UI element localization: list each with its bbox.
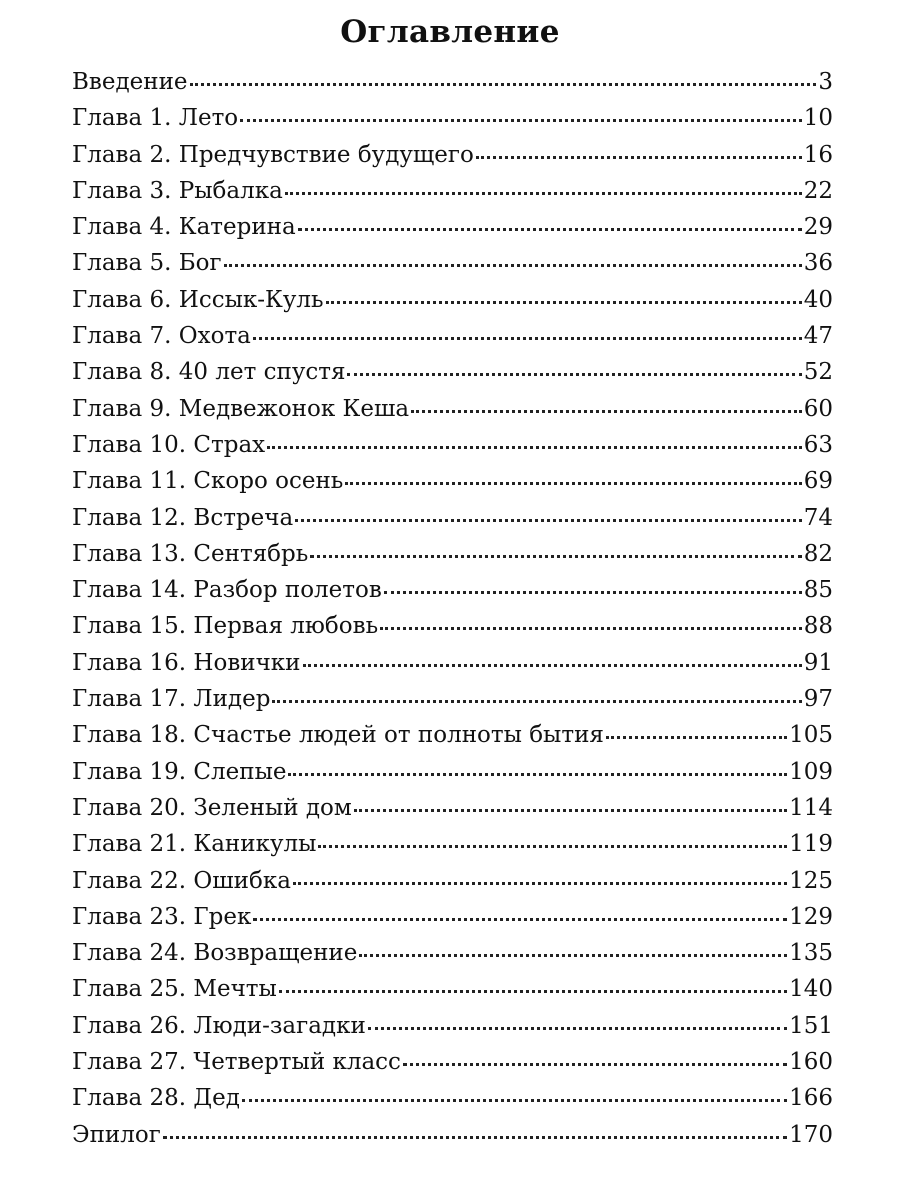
toc-entry-label: Глава 10. Страх bbox=[72, 431, 266, 458]
toc-entry bbox=[72, 209, 833, 245]
toc-entry-page-number: 52 bbox=[803, 359, 833, 386]
toc-dot-leader bbox=[359, 954, 787, 957]
toc-entry bbox=[72, 318, 833, 354]
toc-entry bbox=[72, 572, 833, 608]
toc-dot-leader bbox=[380, 627, 802, 630]
toc-entry-page-number: 85 bbox=[803, 577, 833, 604]
toc-entry-page-number: 36 bbox=[803, 250, 833, 277]
toc-entry-label: Глава 6. Иссык-Куль bbox=[72, 286, 324, 313]
toc-entry bbox=[72, 354, 833, 390]
toc-entry-label: Глава 13. Сентябрь bbox=[72, 540, 309, 567]
toc-entry bbox=[72, 935, 833, 971]
toc-entry-page-number: 3 bbox=[818, 69, 833, 95]
toc-entry bbox=[72, 608, 833, 644]
toc-dot-leader bbox=[606, 736, 787, 739]
toc-dot-leader bbox=[285, 192, 802, 195]
toc-entry-label: Глава 26. Люди-загадки bbox=[72, 1012, 366, 1039]
toc-dot-leader bbox=[272, 700, 801, 703]
toc-dot-leader bbox=[253, 918, 787, 921]
toc-entry bbox=[72, 681, 833, 717]
toc-entry-page-number: 63 bbox=[803, 431, 833, 458]
toc-entry-label: Глава 14. Разбор полетов bbox=[72, 577, 382, 604]
toc-dot-leader bbox=[345, 482, 801, 485]
toc-entry-label: Глава 8. 40 лет спустя bbox=[72, 359, 346, 386]
toc-entry-page-number: 105 bbox=[789, 722, 833, 749]
toc-dot-leader bbox=[354, 809, 787, 812]
toc-entry-label: Глава 23. Грек bbox=[72, 903, 252, 930]
toc-dot-leader bbox=[384, 591, 802, 594]
toc-entry bbox=[72, 1008, 833, 1044]
toc-entry-page-number: 40 bbox=[803, 286, 833, 313]
toc-entry-page-number: 47 bbox=[803, 323, 833, 350]
toc-dot-leader bbox=[242, 1099, 787, 1102]
toc-entry-label: Глава 15. Первая любовь bbox=[72, 613, 379, 640]
toc-entry bbox=[72, 282, 833, 318]
toc-entry-label: Глава 5. Бог bbox=[72, 250, 222, 277]
toc-dot-leader bbox=[326, 301, 802, 304]
toc-dot-leader bbox=[190, 83, 817, 86]
toc-dot-leader bbox=[163, 1136, 787, 1139]
toc-entry bbox=[72, 645, 833, 681]
toc-entry bbox=[72, 463, 833, 499]
toc-entry-label: Глава 3. Рыбалка bbox=[72, 177, 283, 204]
toc-entry-label: Глава 7. Охота bbox=[72, 323, 251, 350]
toc-entry-page-number: 135 bbox=[789, 940, 833, 967]
toc-entry-label: Глава 18. Счастье людей от полноты бытия bbox=[72, 722, 604, 749]
toc-entry-page-number: 74 bbox=[803, 504, 833, 531]
toc-entry bbox=[72, 717, 833, 753]
toc-entry bbox=[72, 790, 833, 826]
toc-dot-leader bbox=[411, 410, 802, 413]
toc-entry-label: Введение bbox=[72, 69, 188, 95]
toc-dot-leader bbox=[240, 119, 802, 122]
toc-entry bbox=[72, 173, 833, 209]
toc-entry-label: Глава 11. Скоро осень bbox=[72, 468, 344, 495]
toc-entry bbox=[72, 137, 833, 173]
toc-dot-leader bbox=[303, 664, 802, 667]
toc-entry-page-number: 140 bbox=[789, 976, 833, 1003]
toc-entry-label: Глава 12. Встреча bbox=[72, 504, 294, 531]
toc-dot-leader bbox=[368, 1027, 787, 1030]
toc-entry-label: Глава 1. Лето bbox=[72, 105, 239, 132]
toc-entry-page-number: 114 bbox=[789, 794, 833, 821]
toc-entry-page-number: 170 bbox=[789, 1121, 833, 1148]
toc-entry-label: Глава 19. Слепые bbox=[72, 758, 287, 785]
toc-dot-leader bbox=[298, 228, 802, 231]
toc-dot-leader bbox=[288, 773, 787, 776]
toc-entry-label: Глава 20. Зеленый дом bbox=[72, 794, 352, 821]
toc-dot-leader bbox=[310, 555, 801, 558]
toc-dot-leader bbox=[224, 264, 802, 267]
toc-entry-label: Глава 4. Катерина bbox=[72, 214, 296, 241]
toc-entry-label: Глава 22. Ошибка bbox=[72, 867, 291, 894]
toc-entry bbox=[72, 971, 833, 1007]
toc-entry bbox=[72, 391, 833, 427]
toc-dot-leader bbox=[347, 373, 801, 376]
toc-entry-page-number: 16 bbox=[803, 141, 833, 168]
toc-dot-leader bbox=[267, 446, 802, 449]
toc-dot-leader bbox=[318, 845, 787, 848]
toc-entry-label: Эпилог bbox=[72, 1121, 161, 1148]
toc-entry-page-number: 60 bbox=[803, 395, 833, 422]
toc-title: Оглавление bbox=[340, 14, 560, 50]
toc-entry-page-number: 97 bbox=[803, 686, 833, 713]
toc-entry bbox=[72, 899, 833, 935]
toc-list bbox=[72, 64, 833, 1153]
toc-dot-leader bbox=[253, 337, 802, 340]
toc-entry-page-number: 160 bbox=[789, 1049, 833, 1076]
toc-entry-page-number: 109 bbox=[789, 758, 833, 785]
toc-entry-page-number: 69 bbox=[803, 468, 833, 495]
toc-entry-page-number: 129 bbox=[789, 903, 833, 930]
toc-entry bbox=[72, 1080, 833, 1116]
toc-entry-label: Глава 27. Четвертый класс bbox=[72, 1049, 401, 1076]
toc-entry-label: Глава 9. Медвежонок Кеша bbox=[72, 395, 410, 422]
toc-entry bbox=[72, 1044, 833, 1080]
toc-dot-leader bbox=[293, 882, 787, 885]
toc-dot-leader bbox=[279, 990, 787, 993]
toc-entry-page-number: 119 bbox=[789, 831, 833, 858]
toc-entry bbox=[72, 64, 833, 100]
toc-entry-page-number: 10 bbox=[803, 105, 833, 132]
toc-entry bbox=[72, 245, 833, 281]
toc-entry bbox=[72, 500, 833, 536]
toc-dot-leader bbox=[295, 519, 802, 522]
toc-entry bbox=[72, 427, 833, 463]
toc-entry-page-number: 29 bbox=[803, 214, 833, 241]
toc-entry-page-number: 151 bbox=[789, 1012, 833, 1039]
toc-entry bbox=[72, 1117, 833, 1153]
toc-entry-page-number: 88 bbox=[803, 613, 833, 640]
toc-entry bbox=[72, 754, 833, 790]
toc-entry-label: Глава 21. Каникулы bbox=[72, 831, 317, 858]
toc-entry-label: Глава 16. Новички bbox=[72, 649, 301, 676]
toc-entry-label: Глава 24. Возвращение bbox=[72, 940, 358, 967]
toc-entry-label: Глава 25. Мечты bbox=[72, 976, 277, 1003]
toc-entry-page-number: 91 bbox=[803, 649, 833, 676]
toc-entry bbox=[72, 826, 833, 862]
toc-entry-page-number: 166 bbox=[789, 1085, 833, 1112]
toc-entry-label: Глава 2. Предчувствие будущего bbox=[72, 141, 474, 168]
toc-entry bbox=[72, 863, 833, 899]
toc-entry-page-number: 82 bbox=[803, 540, 833, 567]
toc-entry-page-number: 22 bbox=[803, 177, 833, 204]
toc-entry-page-number: 125 bbox=[789, 867, 833, 894]
toc-entry bbox=[72, 536, 833, 572]
toc-dot-leader bbox=[403, 1063, 787, 1066]
toc-entry-label: Глава 17. Лидер bbox=[72, 686, 271, 713]
toc-entry-label: Глава 28. Дед bbox=[72, 1085, 240, 1112]
toc-entry bbox=[72, 100, 833, 136]
toc-dot-leader bbox=[476, 156, 802, 159]
